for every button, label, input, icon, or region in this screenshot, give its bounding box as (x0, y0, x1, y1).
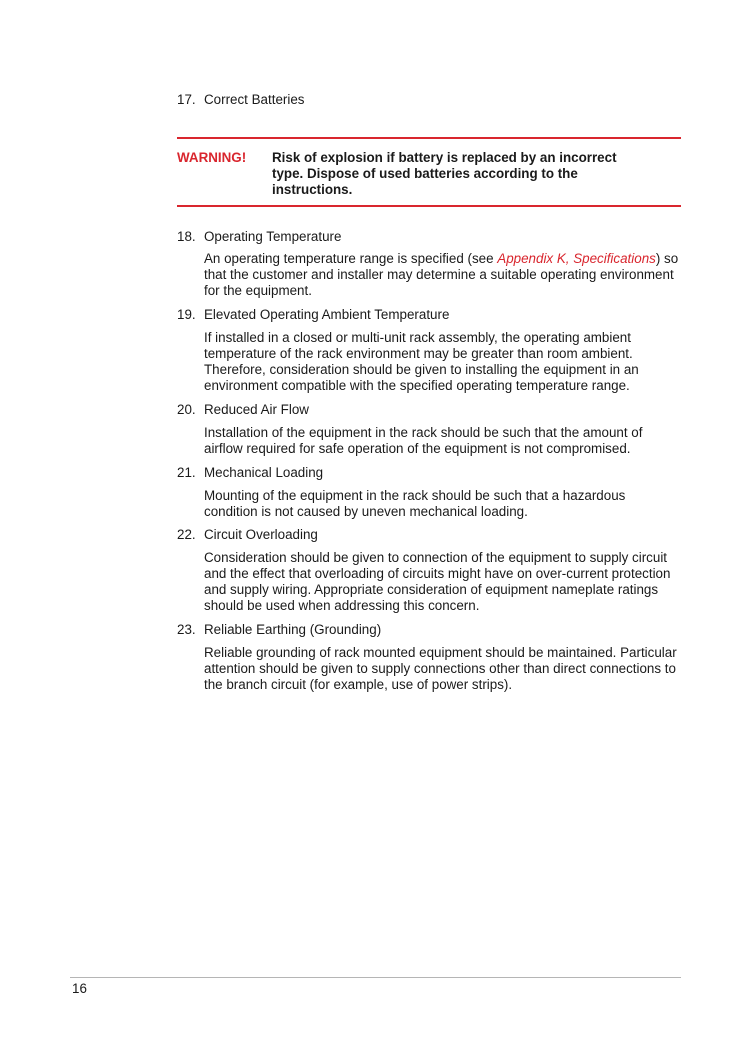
item-23-heading (177, 622, 681, 638)
item-number: 23. (177, 622, 196, 637)
item-title: Elevated Operating Ambient Temperature (204, 307, 450, 322)
page-number: 16 (72, 981, 87, 996)
item-title: Operating Temperature (204, 229, 342, 244)
item-18-heading (177, 229, 681, 245)
item-19-heading (177, 307, 681, 323)
item-title: Reliable Earthing (Grounding) (204, 622, 382, 637)
item-number: 20. (177, 402, 196, 417)
item-21-body: Mounting of the equipment in the rack should be such that a hazardous condition is not caused by uneven mechanical loading. (204, 488, 626, 519)
footer-divider (70, 977, 681, 978)
item-number: 19. (177, 307, 196, 322)
item-number: 21. (177, 465, 196, 480)
warning-text: Risk of explosion if battery is replaced by an incorrect type. Dispose of used batteries according to the instructions. (272, 150, 617, 197)
item-23-body: Reliable grounding of rack mounted equipment should be maintained. Particular attention should be given to supply connections other than direct connections to the branch circuit (for example, use of power strips). (204, 645, 677, 692)
item-title: Correct Batteries (204, 92, 305, 107)
body-text: An operating temperature range is specified (see (204, 251, 498, 266)
item-20-body: Installation of the equipment in the rack should be such that the amount of airflow required for safe operation of the equipment is not compromised. (204, 425, 643, 456)
item-title: Reduced Air Flow (204, 402, 309, 417)
warning-callout (177, 137, 681, 207)
item-21-heading (177, 465, 681, 481)
item-18-body (204, 251, 682, 299)
item-number: 22. (177, 527, 196, 542)
item-17-heading (177, 92, 681, 108)
appendix-link[interactable]: Appendix K, Specifications (497, 251, 656, 266)
item-19-body: If installed in a closed or multi-unit rack assembly, the operating ambient temperature of the rack environment may be greater than room ambient. Therefore, consideration should be given to installing the equipment in an environment compatible with the specified operating temperature range. (204, 330, 639, 393)
item-number: 17. (177, 92, 196, 107)
item-22-body: Consideration should be given to connection of the equipment to supply circuit and the effect that overloading of circuits might have on over-current protection and supply wiring. Appropriate consideration of equipment nameplate ratings should be used when addressing this concern. (204, 550, 671, 613)
warning-label: WARNING! (177, 150, 247, 165)
item-20-heading (177, 402, 681, 418)
item-number: 18. (177, 229, 196, 244)
item-22-heading (177, 527, 681, 543)
body-text: ) so that the customer and installer may determine a suitable operating environment for the equipment. (204, 251, 679, 298)
item-title: Circuit Overloading (204, 527, 318, 542)
item-title: Mechanical Loading (204, 465, 324, 480)
